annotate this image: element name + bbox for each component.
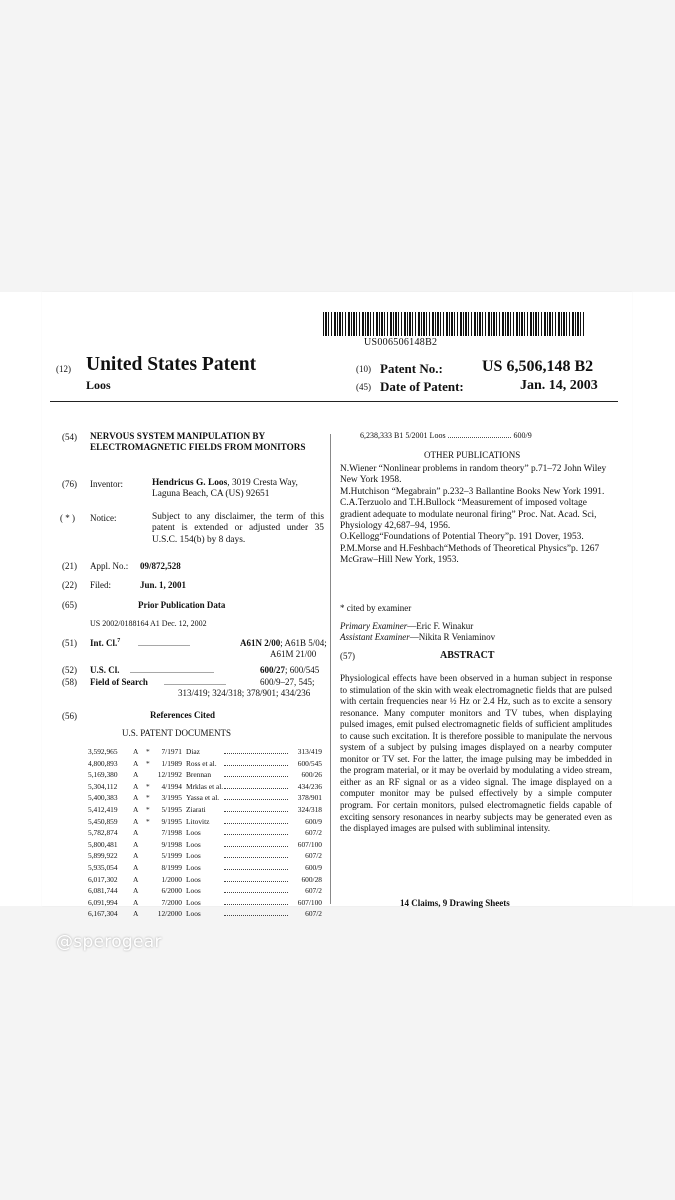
other-pubs-heading: OTHER PUBLICATIONS <box>424 450 521 460</box>
citation-row <box>88 782 330 791</box>
citation-row <box>88 851 330 860</box>
citation-date: 5/1999 <box>161 851 182 861</box>
refs-heading: References Cited <box>150 710 216 720</box>
citation-leader-dots <box>224 759 288 766</box>
uscl-value-main: 600/27 <box>260 665 286 675</box>
citation-leader-dots <box>224 863 288 870</box>
citation-class: 324/318 <box>297 805 322 814</box>
citation-kind: A <box>133 874 139 884</box>
citation-number: 3,592,965 <box>88 747 118 756</box>
citation-leader-dots <box>224 898 288 905</box>
publication-item: C.A.Terzuolo and T.H.Bullock “Measurement of imposed voltage gradient adequate to modulate neuronal firing” Proc. Nat. Acad. Sci, Physiology 42,687–94, 1956. <box>340 498 597 532</box>
abstract-heading: ABSTRACT <box>440 650 495 661</box>
citation-row <box>88 875 330 884</box>
citation-name: Diaz <box>186 747 200 756</box>
publication-item: P.M.Morse and H.Feshbach“Methods of Theoretical Physics”p. 1267 McGraw–Hill New York, 1953. <box>340 543 600 566</box>
citation-row <box>88 886 330 895</box>
citation-class: 607/100 <box>297 897 322 907</box>
publication-item: N.Wiener “Nonlinear problems in random theory” p.71–72 John Wiley New York 1958. <box>340 464 607 486</box>
notice-code: ( * ) <box>60 513 75 523</box>
citation-name: Loos <box>186 886 201 896</box>
prior-code: (65) <box>62 600 77 610</box>
citation-date: 1/1989 <box>161 758 182 768</box>
barcode <box>323 312 585 336</box>
citation-number: 6,081,744 <box>88 886 118 896</box>
intcl-label-text: Int. Cl. <box>90 638 118 648</box>
citation-leader-dots <box>224 817 288 824</box>
patent-document <box>42 292 632 919</box>
filed-label: Filed: <box>90 580 112 590</box>
citation-kind: A <box>133 770 139 780</box>
citation-star: * <box>146 816 150 826</box>
intcl-value-2: A61M 21/00 <box>270 649 317 659</box>
inventor-details <box>152 478 324 501</box>
citation-name: Loos <box>186 909 201 919</box>
date-code: (45) <box>356 382 371 392</box>
inventor-name: Hendricus G. Loos <box>152 478 228 488</box>
citation-number: 5,400,383 <box>88 793 118 803</box>
citation-number: 6,017,302 <box>88 874 118 884</box>
citation-row <box>88 863 330 872</box>
citation-date: 9/1995 <box>161 816 182 826</box>
citation-class: 378/901 <box>297 793 322 803</box>
citation-number: 5,412,419 <box>88 805 118 814</box>
assistant-examiner-label: Assistant Examiner <box>340 632 410 642</box>
abstract-code: (57) <box>340 651 355 661</box>
assistant-examiner-name: —Nikita R Veniaminov <box>409 632 496 642</box>
citation-class: 600/9 <box>305 863 322 872</box>
citation-number: 5,450,859 <box>88 816 118 826</box>
citation-name: Mrklas et al. <box>186 781 224 791</box>
top-background <box>0 0 675 292</box>
field-code: (58) <box>62 677 77 687</box>
publications <box>340 464 612 567</box>
citation-name: Loos <box>186 874 201 884</box>
citation-row <box>88 747 330 756</box>
citation-kind: A <box>133 839 139 849</box>
patent-title: United States Patent <box>86 354 257 375</box>
field-label: Field of Search <box>90 677 148 687</box>
citation-class: 313/419 <box>297 747 322 756</box>
citation-leader-dots <box>224 840 288 847</box>
header-code-12: (12) <box>56 364 71 374</box>
notice-label: Notice: <box>90 513 117 523</box>
citation-star: * <box>146 805 150 814</box>
intcl-code: (51) <box>62 638 77 648</box>
header-rule <box>50 401 618 402</box>
assistant-examiner <box>340 632 495 642</box>
uscl-code: (52) <box>62 665 77 675</box>
citation-date: 7/2000 <box>161 897 182 907</box>
citation-kind: A <box>133 909 139 919</box>
notice-text: Subject to any disclaimer, the term of this patent is extended or adjusted under 35 U.S.C. 154(b) by 8 days. <box>152 512 324 545</box>
citation-kind: A <box>133 747 139 756</box>
citation-class: 434/236 <box>297 781 322 791</box>
citation-kind: A <box>133 851 139 861</box>
citation-leader-dots <box>224 828 288 835</box>
appl-label: Appl. No.: <box>90 561 129 571</box>
uscl-label: U.S. Cl. <box>90 665 120 675</box>
citation-date: 7/1998 <box>161 828 182 838</box>
field-value-2: 313/419; 324/318; 378/901; 434/236 <box>178 688 311 698</box>
citation-row <box>88 805 330 814</box>
primary-examiner-name: —Eric F. Winakur <box>407 621 474 631</box>
intcl-dots: .......................... <box>138 639 190 648</box>
citation-row <box>88 770 330 779</box>
citation-kind: A <box>133 863 139 872</box>
citation-row <box>88 828 330 837</box>
citation-class: 607/2 <box>305 886 322 896</box>
intcl-value-rest: ; A61B 5/04; <box>280 638 327 648</box>
citation-leader-dots <box>224 782 288 789</box>
citation-star: * <box>146 793 150 803</box>
citation-number: 5,899,922 <box>88 851 118 861</box>
citation-date: 9/1998 <box>161 839 182 849</box>
citation-row <box>88 840 330 849</box>
citation-leader-dots <box>224 875 288 882</box>
intcl-sup: 7 <box>117 638 121 644</box>
prior-text: US 2002/0188164 A1 Dec. 12, 2002 <box>90 619 207 628</box>
citation-row <box>88 793 330 802</box>
uscl-value <box>260 665 319 675</box>
citation-class: 600/26 <box>301 770 322 780</box>
inventor-short: Loos <box>86 378 111 392</box>
citation-name: Litovitz <box>186 816 210 826</box>
citation-number: 6,091,994 <box>88 897 118 907</box>
column-divider <box>330 434 331 904</box>
citation-date: 12/1992 <box>157 770 182 780</box>
citation-kind: A <box>133 781 139 791</box>
citation-date: 8/1999 <box>161 863 182 872</box>
citation-number: 6,167,304 <box>88 909 118 919</box>
citation-date: 1/2000 <box>161 874 182 884</box>
uscl-dots: .......................................... <box>130 666 214 675</box>
primary-examiner-label: Primary Examiner <box>340 621 408 631</box>
citation-star: * <box>146 758 150 768</box>
citation-name: Ziarati <box>186 805 206 814</box>
citation-kind: A <box>133 886 139 896</box>
citation-number: 5,169,380 <box>88 770 118 780</box>
citation-row <box>88 759 330 768</box>
citation-number: 5,800,481 <box>88 839 118 849</box>
patent-no-code: (10) <box>356 364 371 374</box>
watermark-handle: @sperogear <box>56 932 162 952</box>
claims-line: 14 Claims, 9 Drawing Sheets <box>400 898 510 908</box>
citation-class: 607/100 <box>297 839 322 849</box>
inventor-label: Inventor: <box>90 479 123 489</box>
prior-heading: Prior Publication Data <box>138 600 226 610</box>
barcode-number: US006506148B2 <box>364 337 438 348</box>
citation-leader-dots <box>224 886 288 893</box>
citation-name: Yassa et al. <box>186 793 220 803</box>
citation-date: 7/1971 <box>161 747 182 756</box>
citation-kind: A <box>133 758 139 768</box>
appl-value: 09/872,528 <box>140 561 181 571</box>
citation-name: Loos <box>186 897 201 907</box>
intcl-value-main: A61N 2/00 <box>240 638 281 648</box>
citation-kind: A <box>133 897 139 907</box>
filed-code: (22) <box>62 580 77 590</box>
publication-item: M.Hutchison “Megabrain” p.232–3 Ballantine Books New York 1991. <box>340 486 605 497</box>
primary-examiner <box>340 621 473 631</box>
filed-value: Jun. 1, 2001 <box>140 580 187 590</box>
field-dots: ............................... <box>164 678 226 687</box>
us-docs-heading: U.S. PATENT DOCUMENTS <box>122 728 232 738</box>
citation-number: 4,800,893 <box>88 758 118 768</box>
intcl-value <box>240 638 327 648</box>
citation-class: 607/2 <box>305 851 322 861</box>
citation-number: 5,935,054 <box>88 863 118 872</box>
citation-leader-dots <box>224 793 288 800</box>
uscl-value-rest: ; 600/545 <box>285 665 320 675</box>
citation-row <box>88 898 330 907</box>
citation-date: 4/1994 <box>161 781 182 791</box>
citation-leader-dots <box>224 770 288 777</box>
cited-note: * cited by examiner <box>340 603 412 613</box>
citation-kind: A <box>133 793 139 803</box>
citation-leader-dots <box>224 805 288 812</box>
citation-date: 12/2000 <box>157 909 182 919</box>
citation-leader-dots <box>224 747 288 754</box>
title-code: (54) <box>62 432 77 442</box>
citation-number: 5,782,874 <box>88 828 118 838</box>
invention-title: NERVOUS SYSTEM MANIPULATION BY ELECTROMAGNETIC FIELDS FROM MONITORS <box>90 431 306 452</box>
citation-star: * <box>146 747 150 756</box>
citation-number: 5,304,112 <box>88 781 118 791</box>
publication-item: O.Kellogg“Foundations of Potential Theory”p. 191 Dover, 1953. <box>340 532 584 543</box>
citation-date: 3/1995 <box>161 793 182 803</box>
inventor-address: , 3019 Cresta Way, Laguna Beach, CA (US) 92651 <box>152 478 298 500</box>
citation-kind: A <box>133 816 139 826</box>
abstract-text: Physiological effects have been observed in a human subject in response to stimulation of the skin with weak electromagnetic fields that are pulsed with certain frequencies near ½ Hz or 2.4 Hz, such as to excite a sensory resonance. Many computer monitors and TV tubes, when displaying pulsed images, emit pulsed electromagnetic fields of sufficient amplitudes to cause such excitation. It is therefore possible to manipulate the nervous system of a subject by pulsing images displayed on a nearby computer monitor or TV set. For the latter, the image pulsing may be imbedded in the program material, or it may be overlaid by modulating a video stream, either as an RF signal or as a video signal. The image displayed on a computer monitor may be pulsed effectively by a simple computer program. For certain monitors, pulsed electromagnetic fields capable of exciting sensory resonances in nearby subjects may be generated even as the displayed images are pulsed with subliminal intensity. <box>340 673 612 834</box>
citation-row <box>88 909 330 918</box>
appl-code: (21) <box>62 561 77 571</box>
citation-class: 600/28 <box>301 874 322 884</box>
citation-class: 607/2 <box>305 909 322 919</box>
cont-citation: 6,238,333 B1 5/2001 Loos ................................ 600/9 <box>360 431 532 440</box>
citation-date: 6/2000 <box>161 886 182 896</box>
citation-kind: A <box>133 805 139 814</box>
citation-kind: A <box>133 828 139 838</box>
refs-code: (56) <box>62 711 77 721</box>
inventor-code: (76) <box>62 479 77 489</box>
citation-name: Ross et al. <box>186 758 217 768</box>
citation-name: Loos <box>186 863 201 872</box>
citation-leader-dots <box>224 909 288 916</box>
date-label: Date of Patent: <box>380 379 464 394</box>
citation-class: 600/545 <box>297 758 322 768</box>
patent-no-value: US 6,506,148 B2 <box>482 358 594 375</box>
intcl-label <box>90 638 120 648</box>
citation-row <box>88 817 330 826</box>
patent-no-label: Patent No.: <box>380 361 443 376</box>
citation-leader-dots <box>224 851 288 858</box>
citation-class: 607/2 <box>305 828 322 838</box>
citation-name: Loos <box>186 828 201 838</box>
citation-star: * <box>146 781 150 791</box>
citation-name: Loos <box>186 851 201 861</box>
citation-name: Loos <box>186 839 201 849</box>
date-value: Jan. 14, 2003 <box>520 378 598 393</box>
citation-date: 5/1995 <box>161 805 182 814</box>
field-value-1: 600/9–27, 545; <box>260 677 315 687</box>
citation-name: Brennan <box>186 770 212 780</box>
citation-class: 600/9 <box>305 816 322 826</box>
